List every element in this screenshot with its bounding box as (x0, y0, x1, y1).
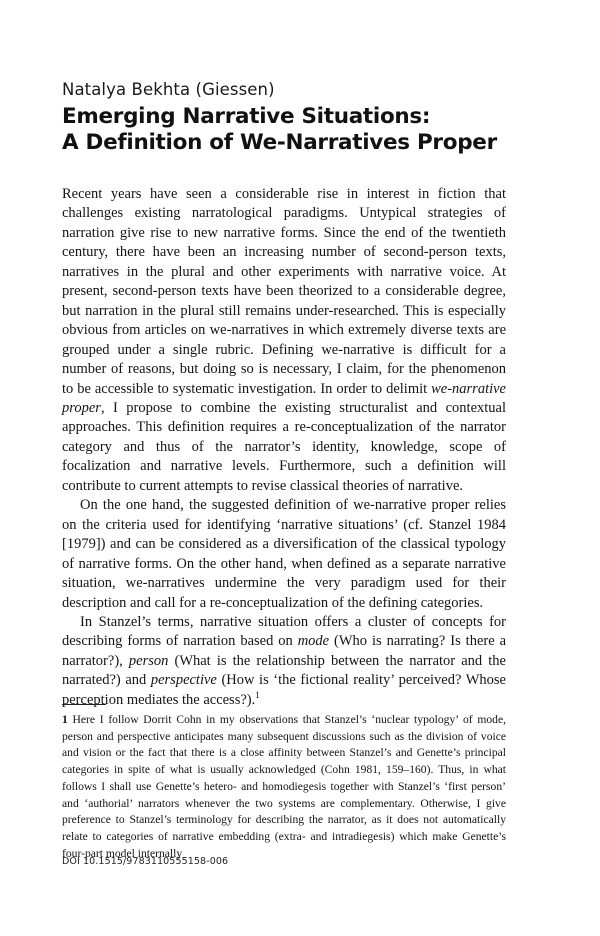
p3-text-b: (Who is narrating? Is there a narrator?), (62, 633, 506, 669)
p3-emphasis-person: person (128, 652, 169, 669)
footnote-number: 1 (62, 713, 68, 726)
p3-emphasis-mode: mode (297, 633, 330, 650)
p1-emphasis: we-narrative proper (62, 380, 506, 416)
paragraph-1 (62, 185, 506, 496)
footnote-1 (62, 712, 506, 862)
footnote-text: Here I follow Dorrit Cohn in my observations that Stanzel’s ‘nuclear typology’ of mode, person and perspective anticipates many subsequent discussions such as the division of voice and vision or the fact that there is a close affinity between Stanzel’s and Genette’s principal categories in spite of what is usually acknowledged (Cohn 1981, 159–160). Thus, in what follows I shall use Genette’s hetero- and homodiegesis together with Stanzel’s ‘first person’ and ‘authorial’ narrators whenever the two systems are complementary. Otherwise, I give preference to Stanzel’s terminology for describing the narrator, as it does not automatically relate to categories of narrative embedding (extra- and intradiegesis) which make Genette’s four-part model internally (62, 713, 507, 860)
title-line-1: Emerging Narrative Situations: (62, 104, 431, 129)
title-line-2: A Definition of We-Narratives Proper (62, 130, 497, 155)
main-text (62, 185, 506, 710)
paragraph-2: On the one hand, the suggested definition of we-narrative proper relies on the criteria used for identifying ‘narrative situations’ (cf. Stanzel 1984 [1979]) and can be considered as a diversification of the classical typology of narrative forms. On the other hand, when defined as a separate narrative situation, we-narratives undermine the very paradigm used for their description and call for a re-conceptualization of the defining categories. (62, 497, 506, 611)
p3-emphasis-perspective: perspective (150, 672, 217, 689)
footnote-reference[interactable]: 1 (255, 689, 260, 700)
footnote-divider (62, 704, 106, 705)
chapter-title (62, 104, 562, 156)
footnote (62, 712, 506, 862)
doi-line: DOI 10.1515/9783110555158-006 (62, 856, 229, 867)
p1-text-a: Recent years have seen a considerable rise in interest in fiction that challenges existing narratological paradigms. Untypical strategies of narration give rise to new narrative forms. Since the end of the twentieth century, there have been an increasing number of second-person texts, narratives in the plural and other experiments with narrative voice. At present, second-person texts have been theorized to a considerable degree, but narration in the plural still remains under-researched. This is especially obvious from articles on we-narratives in which extremely diverse texts are grouped under a single rubric. Defining we-narrative is difficult for a number of reasons, but doing so is necessary, I claim, for the phenomenon to be accessible to systematic investigation. In order to delimit (62, 186, 506, 397)
p3-text-c: (What is the relationship between the narrator and the narrated?) and (62, 652, 506, 689)
paragraph-3 (62, 613, 506, 710)
author-line: Natalya Bekhta (Giessen) (62, 80, 275, 99)
p3-text-d: (How is ‘the fictional reality’ perceived? Whose perception mediates the access?). (62, 672, 506, 708)
p3-text-a: In Stanzel’s terms, narrative situation offers a cluster of concepts for describing forms of narration based on (62, 613, 506, 650)
p1-text-b: , I propose to combine the existing structuralist and contextual approaches. This definition requires a re-conceptualization of the narrator category and thus of the narrator’s identity, knowledge, scope of focalization and narrative levels. Furthermore, such a definition will contribute to current attempts to revise classical theories of narrative. (62, 399, 506, 494)
